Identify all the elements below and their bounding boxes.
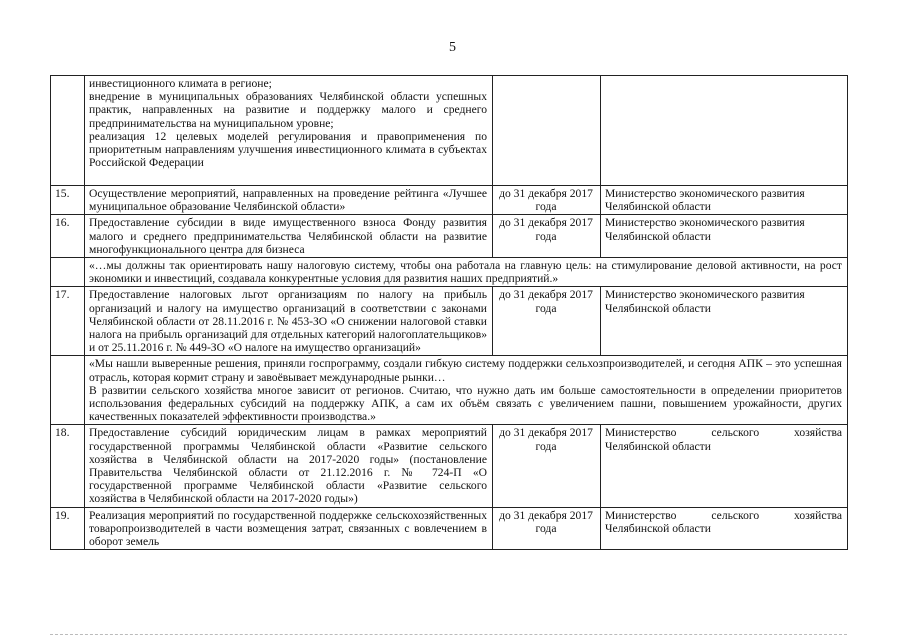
- page-bottom-divider: [50, 634, 847, 635]
- row-number-cell: [51, 76, 85, 186]
- quote-number-cell: [51, 258, 85, 287]
- term-text: до 31 декабря 2017 года: [493, 507, 601, 550]
- term-text: до 31 декабря 2017 года: [493, 425, 601, 507]
- action-text: Осуществление мероприятий, направленных на проведение рейтинга «Лучшее муниципальное образование Челябинской области»: [85, 186, 493, 215]
- action-text: Реализация мероприятий по государственной поддержке сельскохозяйственных товаропроизводителей в части возмещения затрат, связанных с вовлечением в оборот земель: [85, 507, 493, 550]
- row-number: 15.: [51, 186, 85, 215]
- row-number: 19.: [51, 507, 85, 550]
- action-line: реализация 12 целевых моделей регулирования и правоприменения по приоритетным направлениям улучшения инвестиционного климата в субъектах Российской Федерации: [89, 129, 487, 170]
- quote-paragraph: В развитии сельского хозяйства многое зависит от регионов. Считаю, что нужно дать им больше самостоятельности в определении приоритетов использования федеральных субсидий на поддержку АПК, а сам их объём связать с увеличением пашни, повышением урожайности, других качественных показателей эффективности производства.»: [89, 383, 842, 424]
- responsible-text: Министерство экономического развития Челябинской области: [601, 215, 848, 258]
- table-row: [51, 287, 848, 356]
- term-cell: [493, 76, 601, 186]
- table-row: [51, 186, 848, 215]
- responsible-text: Министерство сельского хозяйства Челябинской области: [601, 507, 848, 550]
- page-number: 5: [449, 40, 456, 55]
- quote-paragraph: «Мы нашли выверенные решения, приняли госпрограмму, создали гибкую систему поддержки сельхозпроизводителей, и сегодня АПК – это успешная отрасль, которая кормит страну и завоёвывает международные рынки…: [89, 357, 842, 384]
- responsible-cell: [601, 76, 848, 186]
- action-line: инвестиционного климата в регионе;: [89, 77, 272, 90]
- quote-agro: [85, 356, 848, 425]
- action-cell: [85, 76, 493, 186]
- row-number: 16.: [51, 215, 85, 258]
- table-row: [51, 507, 848, 550]
- term-text: до 31 декабря 2017 года: [493, 215, 601, 258]
- row-number: 17.: [51, 287, 85, 356]
- table-row: [51, 425, 848, 507]
- action-text: Предоставление налоговых льгот организациям по налогу на прибыль организаций и налогу на имущество организаций в соответствии с законами Челябинской области от 28.11.2016 г. № 453-ЗО «О снижении налоговой ставки налога на прибыль организаций для отдельных категорий налогоплательщиков» и от 25.11.2016 г. № 449-ЗО «О налоге на имущество организаций»: [85, 287, 493, 356]
- table-row-continuation: [51, 76, 848, 186]
- measures-table: [50, 75, 848, 550]
- quote-number-cell: [51, 356, 85, 425]
- quote-tax: «…мы должны так ориентировать нашу налоговую систему, чтобы она работала на главную цель: на стимулирование деловой активности, на рост экономики и инвестиций, создавала конкурентные условия для развития наших предприятий.»: [85, 258, 848, 287]
- responsible-text: Министерство экономического развития Челябинской области: [601, 287, 848, 356]
- table-row: [51, 215, 848, 258]
- action-text: Предоставление субсидий юридическим лицам в рамках мероприятий государственной программы Челябинской области «Развитие сельского хозяйства в Челябинской области на 2017-2020 годы» (постановление Правительства Челябинской области от 21.12.2016 г. № 724-П «О государственной программе Челябинской области «Развитие сельского хозяйства в Челябинской области на 2017-2020 годы»): [85, 425, 493, 507]
- quote-row: [51, 258, 848, 287]
- action-line: внедрение в муниципальных образованиях Челябинской области успешных практик, направленных на развитие и поддержку малого и среднего предпринимательства на муниципальном уровне;: [89, 90, 487, 130]
- quote-row: [51, 356, 848, 425]
- responsible-text: Министерство сельского хозяйства Челябинской области: [601, 425, 848, 507]
- action-text: Предоставление субсидии в виде имущественного взноса Фонду развития малого и среднего предпринимательства Челябинской области на развитие многофункционального центра для бизнеса: [85, 215, 493, 258]
- responsible-text: Министерство экономического развития Челябинской области: [601, 186, 848, 215]
- term-text: до 31 декабря 2017 года: [493, 186, 601, 215]
- term-text: до 31 декабря 2017 года: [493, 287, 601, 356]
- row-number: 18.: [51, 425, 85, 507]
